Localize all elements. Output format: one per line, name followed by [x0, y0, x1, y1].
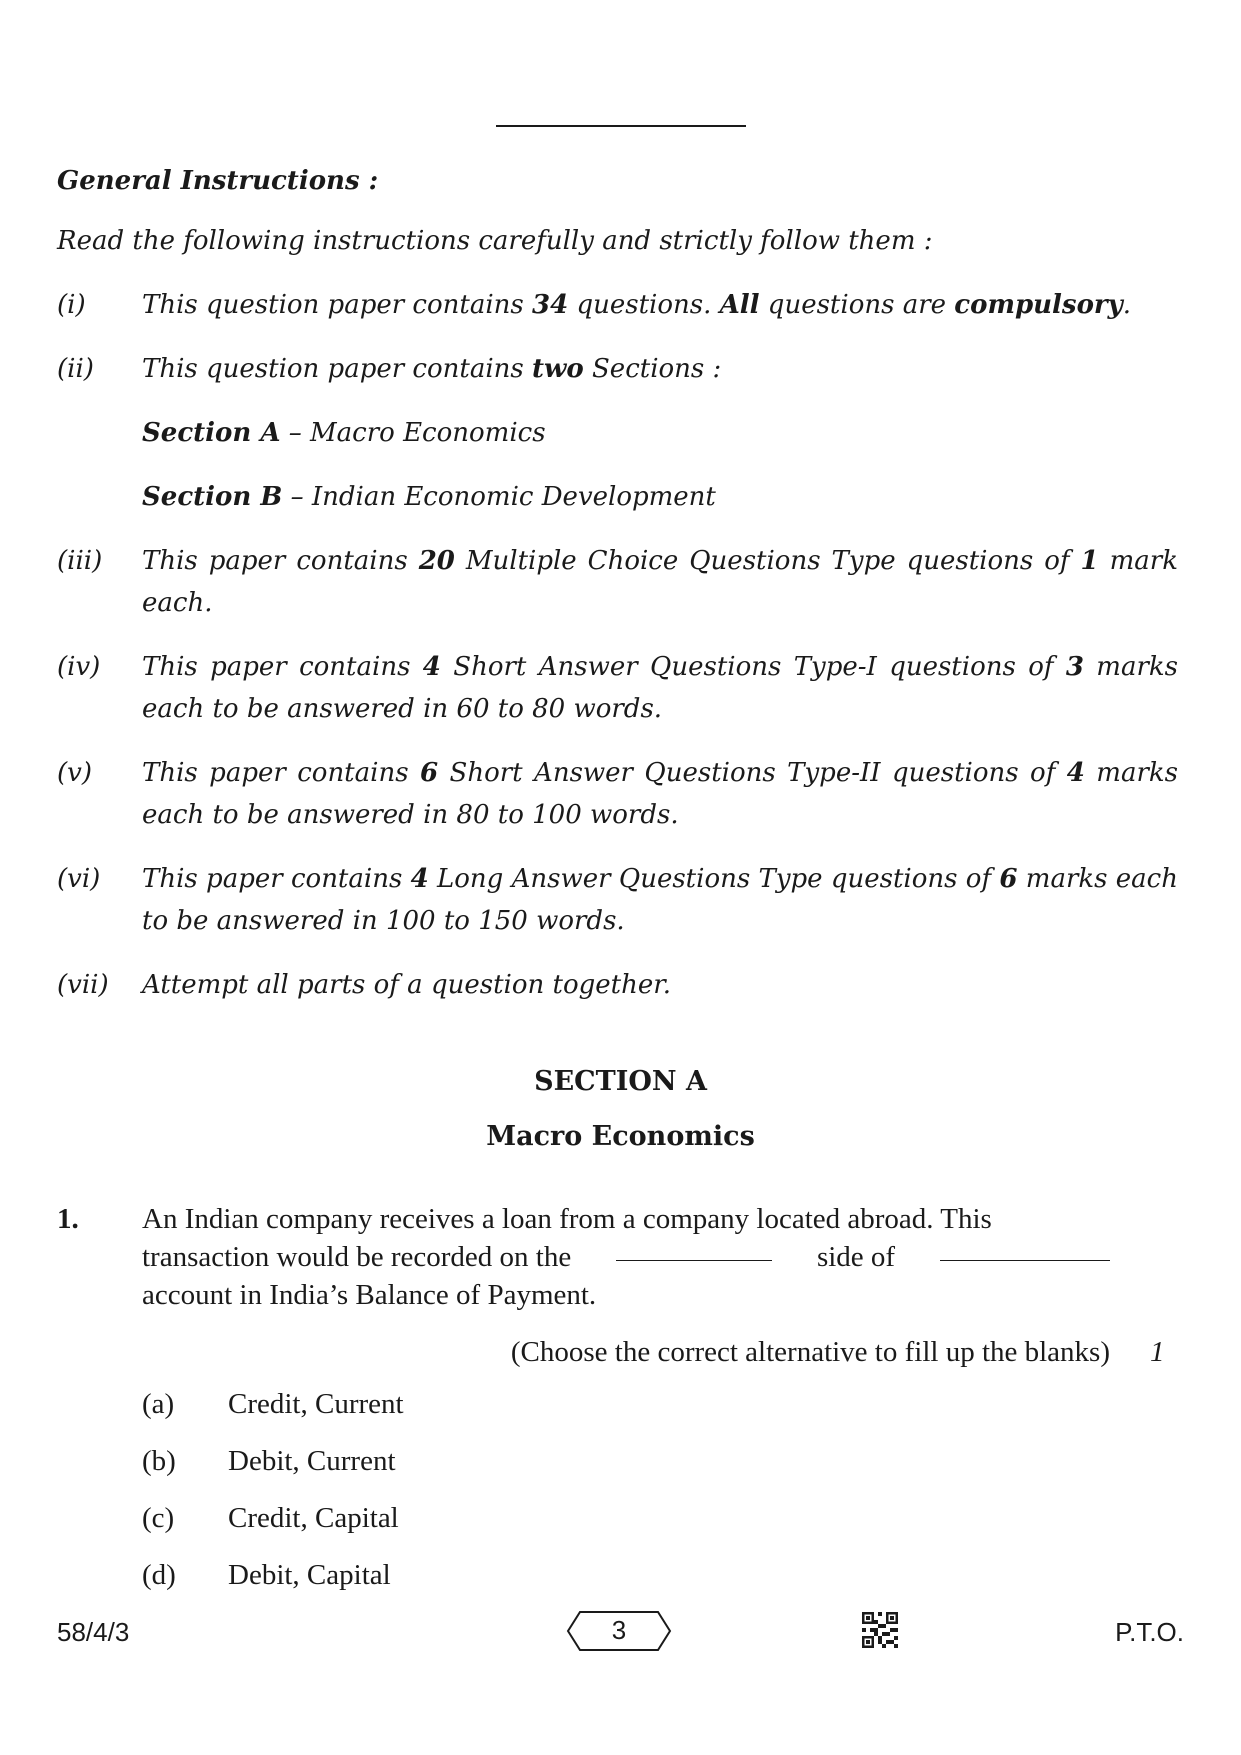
- answer-blank: [940, 1238, 1110, 1261]
- item-number: (vii): [57, 970, 109, 1000]
- instruction-item: This paper contains 20 Multiple Choice Questions Type questions of 1 mark each.: [142, 546, 1178, 618]
- item-number: (iii): [57, 546, 103, 576]
- option-text: Credit, Capital: [228, 1502, 399, 1534]
- option-label: (b): [142, 1445, 176, 1477]
- item-number: (i): [57, 290, 86, 320]
- instructions-heading: General Instructions :: [57, 166, 379, 196]
- instructions-intro: Read the following instructions carefully and strictly follow them :: [57, 226, 933, 256]
- question-direction: (Choose the correct alternative to fill up the blanks): [510, 1336, 1110, 1368]
- paper-code: 58/4/3: [57, 1617, 130, 1647]
- question-marks: 1: [1150, 1336, 1165, 1368]
- item-number: (ii): [57, 354, 94, 384]
- option-text: Debit, Current: [228, 1445, 396, 1477]
- top-divider: [496, 125, 746, 127]
- instruction-item: This paper contains 6 Short Answer Questions Type-II questions of 4 marks each to be answered in 80 to 100 words.: [142, 758, 1178, 830]
- item-number: (v): [57, 758, 92, 788]
- question-number: 1.: [57, 1203, 79, 1235]
- question-line: An Indian company receives a loan from a company located abroad. This: [142, 1203, 992, 1235]
- item-number: (iv): [57, 652, 101, 682]
- option-text: Credit, Current: [228, 1388, 404, 1420]
- instruction-item: This question paper contains 34 questions. All questions are compulsory.: [142, 290, 1131, 320]
- page-number: 3: [611, 1615, 627, 1645]
- question-line: transaction would be recorded on the side of: [142, 1238, 1110, 1276]
- option-label: (c): [142, 1502, 175, 1534]
- pto-label: P.T.O.: [1115, 1617, 1184, 1647]
- section-a-line: Section A – Macro Economics: [142, 418, 546, 448]
- section-title: SECTION A: [534, 1066, 707, 1097]
- section-b-line: Section B – Indian Economic Development: [142, 482, 716, 512]
- instruction-item: This paper contains 4 Long Answer Questions Type questions of 6 marks each to be answered in 100 to 150 words.: [142, 864, 1178, 936]
- instruction-item: This paper contains 4 Short Answer Questions Type-I questions of 3 marks each to be answered in 60 to 80 words.: [142, 652, 1178, 724]
- answer-blank: [616, 1238, 772, 1261]
- instruction-item: Attempt all parts of a question together.: [142, 970, 672, 1000]
- option-label: (a): [142, 1388, 175, 1420]
- page-number-badge: [566, 1610, 672, 1652]
- qr-code-icon: [862, 1612, 898, 1648]
- question-text: [142, 1200, 1110, 1314]
- section-subtitle: Macro Economics: [486, 1121, 755, 1152]
- question-line: account in India’s Balance of Payment.: [142, 1279, 597, 1311]
- item-number: (vi): [57, 864, 101, 894]
- option-text: Debit, Capital: [228, 1559, 391, 1591]
- instruction-item: This question paper contains two Sections :: [142, 354, 722, 384]
- option-label: (d): [142, 1559, 176, 1591]
